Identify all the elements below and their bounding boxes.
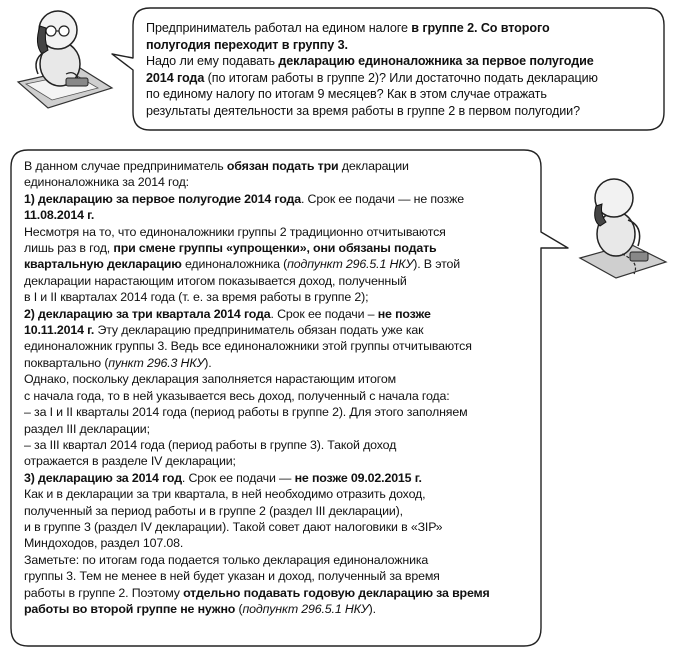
answer-line: лишь раз в год, при смене группы «упрощенки», они обязаны подать	[24, 241, 437, 256]
answer-line: полученный за период работы и в группе 2 (раздел III декларации),	[24, 503, 403, 518]
question-line: результаты деятельности за время работы в группе 2 в первом полугодии?	[146, 103, 581, 118]
answer-line: Миндоходов, раздел 107.08.	[24, 536, 184, 551]
answer-line: 1) декларацию за первое полугодие 2014 года. Срок ее подачи — не позже	[24, 191, 464, 206]
answer-line: – за III квартал 2014 года (период работы в группе 3). Такой доход	[24, 437, 397, 452]
answer-line: В данном случае предприниматель обязан подать три декларации	[24, 159, 409, 173]
answer-line: раздел III декларации;	[24, 421, 150, 436]
question-line: Предприниматель работал на едином налоге в группе 2. Со второго	[146, 21, 550, 35]
question-text	[146, 20, 656, 120]
answer-line: декларации нарастающим итогом показывается доход, полученный	[24, 273, 407, 288]
answer-line: квартальную декларацию единоналожника (подпункт 296.5.1 НКУ). В этой	[24, 257, 461, 272]
answer-line: 2) декларацию за три квартала 2014 года. Срок ее подачи – не позже	[24, 306, 431, 321]
question-bubble	[0, 0, 675, 145]
answer-line: единоналожника за 2014 год:	[24, 175, 189, 190]
person-with-phone-icon	[570, 170, 670, 282]
answer-line: 3) декларацию за 2014 год. Срок ее подачи — не позже 09.02.2015 г.	[24, 470, 422, 485]
answer-line: в I и II кварталах 2014 года (т. е. за время работы в группе 2);	[24, 290, 369, 305]
answer-line: с начала года, то в ней указывается весь доход, полученный с начала года:	[24, 388, 450, 403]
answer-line: Как и в декларации за три квартала, в ней необходимо отразить доход,	[24, 487, 426, 502]
answer-line: отражается в разделе IV декларации;	[24, 454, 236, 469]
answer-line: – за I и II кварталы 2014 года (период работы в группе 2). Для этого заполняем	[24, 405, 468, 420]
question-line: по единому налогу по итогам 9 месяцев? Как в этом случае отражать	[146, 87, 547, 102]
answer-text	[24, 158, 534, 617]
answer-line: Заметьте: по итогам года подается только декларация единоналожника	[24, 552, 429, 567]
answer-line: поквартально (пункт 296.3 НКУ).	[24, 355, 212, 370]
answer-line: и в группе 3 (раздел IV декларации). Такой совет дают налоговики в «ЗІР»	[24, 519, 443, 534]
question-line: Надо ли ему подавать декларацию единоналожника за первое полугодие	[146, 54, 594, 69]
answer-line: работы в группе 2. Поэтому отдельно подавать годовую декларацию за время	[24, 585, 490, 600]
answer-line: Однако, поскольку декларация заполняется нарастающим итогом	[24, 372, 396, 387]
answer-line: 10.11.2014 г. Эту декларацию предприниматель обязан подать уже как	[24, 323, 424, 338]
answer-line: Несмотря на то, что единоналожники группы 2 традиционно отчитываются	[24, 224, 446, 239]
answer-line: 11.08.2014 г.	[24, 208, 95, 223]
answer-line: единоналожник группы 3. Ведь все единоналожники этой группы отчитываются	[24, 339, 472, 354]
answer-line: группы 3. Тем не менее в ней будет указан и доход, полученный за время	[24, 569, 440, 584]
phone-person-illustration-right	[570, 170, 670, 282]
question-line: 2014 года (по итогам работы в группе 2)? Или достаточно подать декларацию	[146, 70, 598, 85]
question-line: полугодия переходит в группу 3.	[146, 37, 348, 52]
answer-line: работы во второй группе не нужно (подпункт 296.5.1 НКУ).	[24, 601, 376, 616]
